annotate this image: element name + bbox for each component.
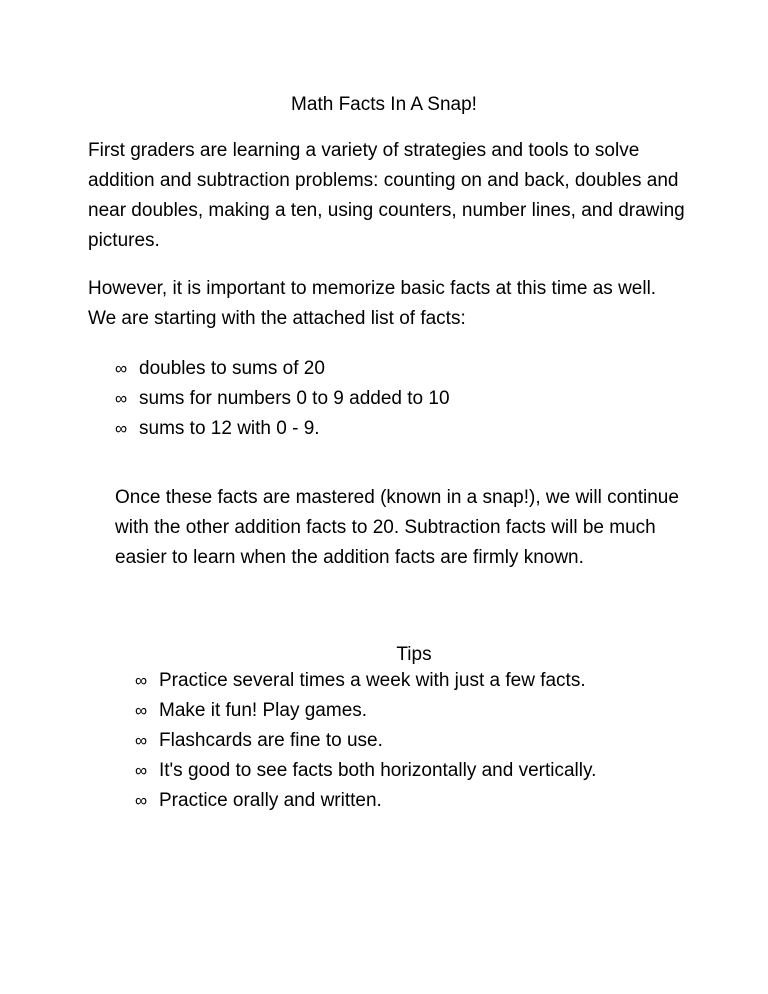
list-item-text: sums for numbers 0 to 9 added to 10 [139, 388, 450, 409]
infinity-bullet-icon: ∞ [135, 791, 148, 810]
list-item-text: Practice orally and written. [159, 790, 382, 811]
list-item-text: Flashcards are fine to use. [159, 730, 383, 751]
mastery-paragraph: Once these facts are mastered (known in a snap!), we will continue with the other addition facts to 20. Subtraction facts will be much easier to learn when the addition facts are firmly known. [115, 487, 679, 568]
infinity-bullet-icon: ∞ [135, 761, 148, 780]
infinity-bullet-icon: ∞ [135, 701, 148, 720]
memorize-paragraph: However, it is important to memorize basic facts at this time as well. We are starting with the attached list of facts: [88, 278, 657, 329]
document-title: Math Facts In A Snap! [291, 94, 477, 115]
list-item [135, 726, 596, 756]
infinity-bullet-icon: ∞ [115, 419, 128, 438]
list-item-text: Make it fun! Play games. [159, 700, 368, 721]
list-item-text: It's good to see facts both horizontally and vertically. [159, 760, 597, 781]
list-item-text: Practice several times a week with just a few facts. [159, 670, 586, 691]
infinity-bullet-icon: ∞ [135, 731, 148, 750]
list-item [115, 384, 450, 414]
list-item [135, 786, 596, 816]
infinity-bullet-icon: ∞ [115, 389, 128, 408]
list-item [135, 666, 596, 696]
list-item [115, 354, 450, 384]
list-item [135, 756, 596, 786]
list-item [135, 696, 596, 726]
infinity-bullet-icon: ∞ [135, 671, 148, 690]
tips-heading: Tips [396, 644, 432, 665]
infinity-bullet-icon: ∞ [115, 359, 128, 378]
facts-list [115, 354, 450, 444]
list-item [115, 414, 450, 444]
tips-list [135, 666, 596, 816]
intro-paragraph: First graders are learning a variety of strategies and tools to solve addition and subtraction problems: counting on and back, doubles and near doubles, making a ten, using counters, number lines, and drawing pictures. [88, 140, 685, 251]
list-item-text: sums to 12 with 0 - 9. [139, 418, 320, 439]
list-item-text: doubles to sums of 20 [139, 358, 325, 379]
